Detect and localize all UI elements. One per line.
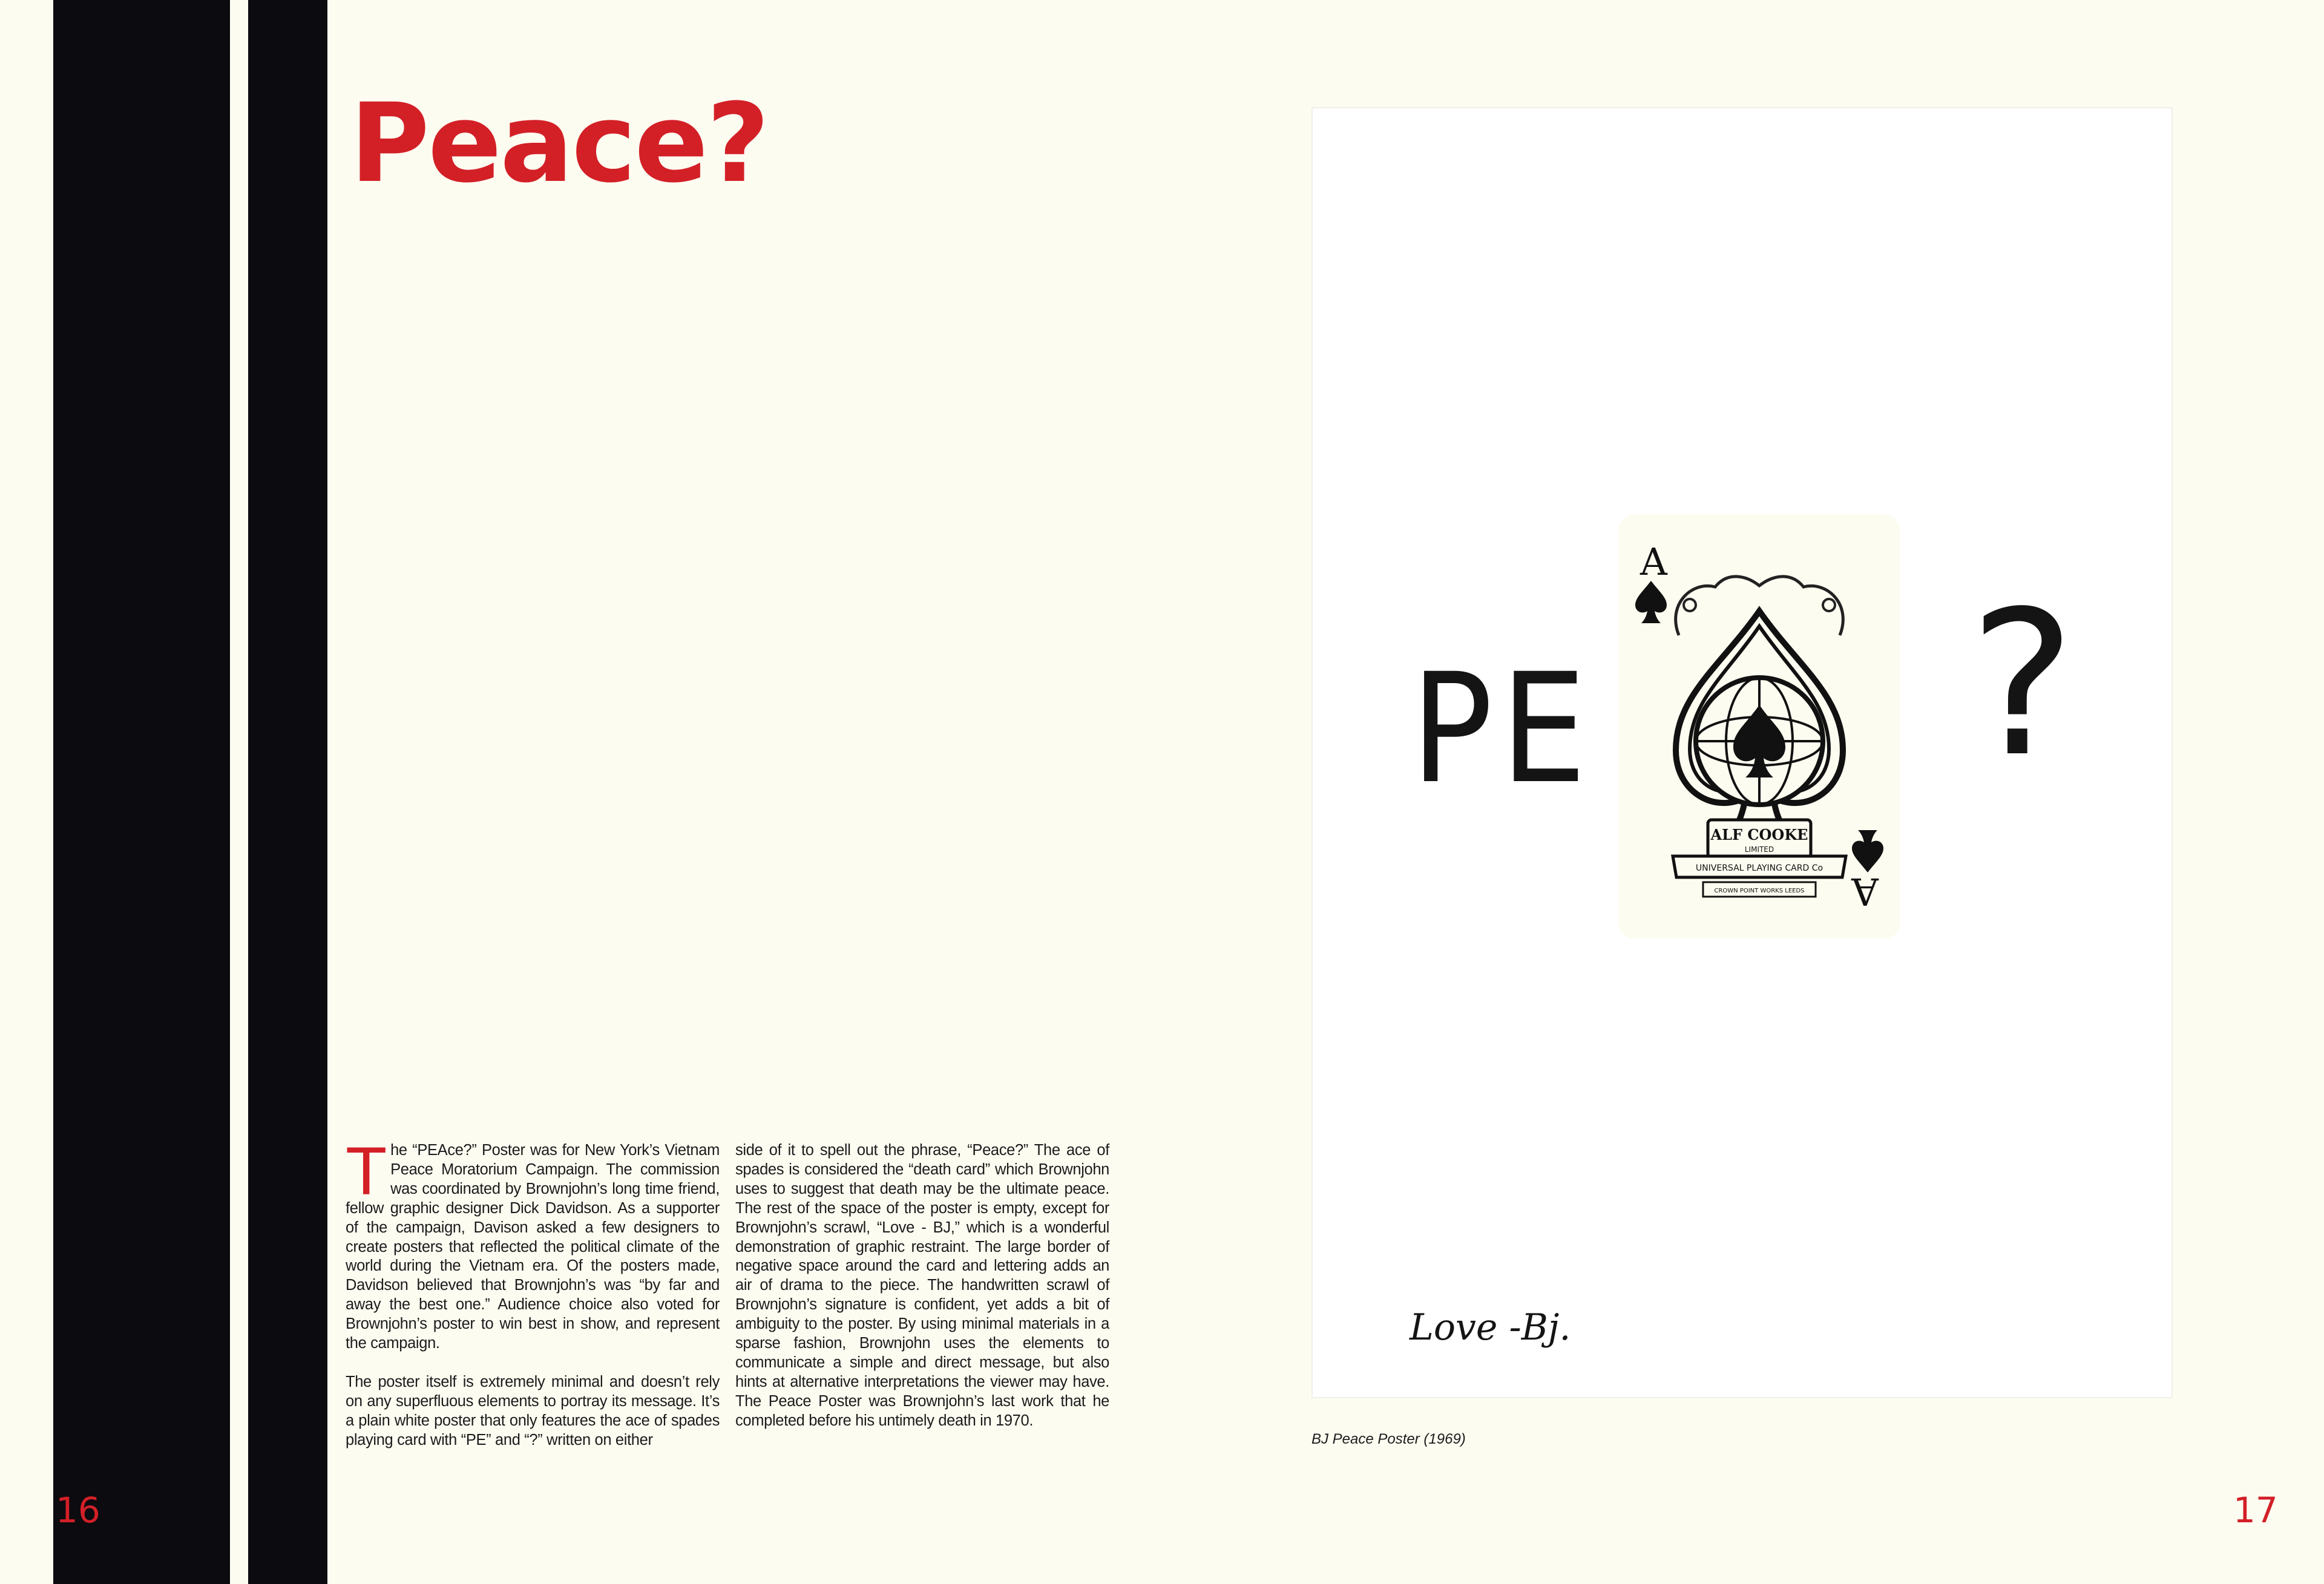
drop-cap: T xyxy=(346,1133,387,1209)
card-brand-sub: LIMITED xyxy=(1744,845,1774,854)
card-brand: ALF COOKE xyxy=(1710,826,1808,843)
ace-of-spades-card xyxy=(1618,514,1900,939)
card-works-text: CROWN POINT WORKS LEEDS xyxy=(1714,888,1805,894)
paragraph-2: The poster itself is extremely minimal and doesn’t rely on any superfluous elements to portray its message. It’s a plain white poster that only features the ace of spades playing card with “PE” and “?” written on either xyxy=(346,1373,720,1448)
handwritten-signature: Love -Bj. xyxy=(1410,1306,1571,1349)
small-spade-top-icon xyxy=(1635,581,1667,623)
card-rank-bottom: A xyxy=(1851,869,1879,914)
paragraph-3: side of it to spell out the phrase, “Peace?” The ace of spades is considered the “death card” which Brownjohn uses to suggest that death may be the ultimate peace. The rest of the space of the poster is empty, except for Brownjohn’s scrawl, “Love - BJ,” which is a wonderful demonstration of graphic restraint. The large border of negative space around the card and lettering adds an air of drama to the piece. The handwritten scrawl of Brownjohn’s signature is confident, yet adds a bit of ambiguity to the poster. By using minimal materials in a sparse fashion, Brownjohn uses the elements to communicate a simple and direct message, but also hints at alternative interpretations the viewer may have. The Peace Poster was Brownjohn’s last work that he completed before his untimely death in 1970. xyxy=(735,1142,1109,1429)
card-artwork xyxy=(1618,514,1900,939)
inner-black-bar xyxy=(248,0,327,1584)
body-column-2 xyxy=(735,1141,1109,1431)
card-ribbon-text: UNIVERSAL PLAYING CARD Co xyxy=(1695,863,1823,873)
small-spade-bottom-icon xyxy=(1852,830,1883,872)
page-number-right: 17 xyxy=(2233,1490,2278,1531)
card-rank-top: A xyxy=(1640,540,1667,584)
paragraph-1 xyxy=(346,1133,720,1353)
handwritten-question-mark: ? xyxy=(1969,568,2076,800)
page-title: Peace? xyxy=(350,80,768,207)
body-column-1 xyxy=(346,1133,720,1450)
page-number-left: 16 xyxy=(56,1490,100,1531)
image-caption: BJ Peace Poster (1969) xyxy=(1311,1431,1466,1447)
handwritten-pe: PE xyxy=(1411,641,1595,817)
left-black-bar xyxy=(53,0,230,1584)
paragraph-1-text: he “PEAce?” Poster was for New York’s Vietnam Peace Moratorium Campaign. The commission was coordinated by Brownjohn’s long time friend, fellow graphic designer Dick Davidson. As a supporter of the campaign, Davison asked a few designers to create posters that reflected the political climate of the world during the Vietnam era. Of the posters made, Davidson believed that Brownjohn’s was “by far and away the best one.” Audience choice also voted for Brownjohn’s poster to win best in show, and represent the campaign. xyxy=(346,1142,720,1352)
peace-poster-image xyxy=(1311,107,2173,1398)
